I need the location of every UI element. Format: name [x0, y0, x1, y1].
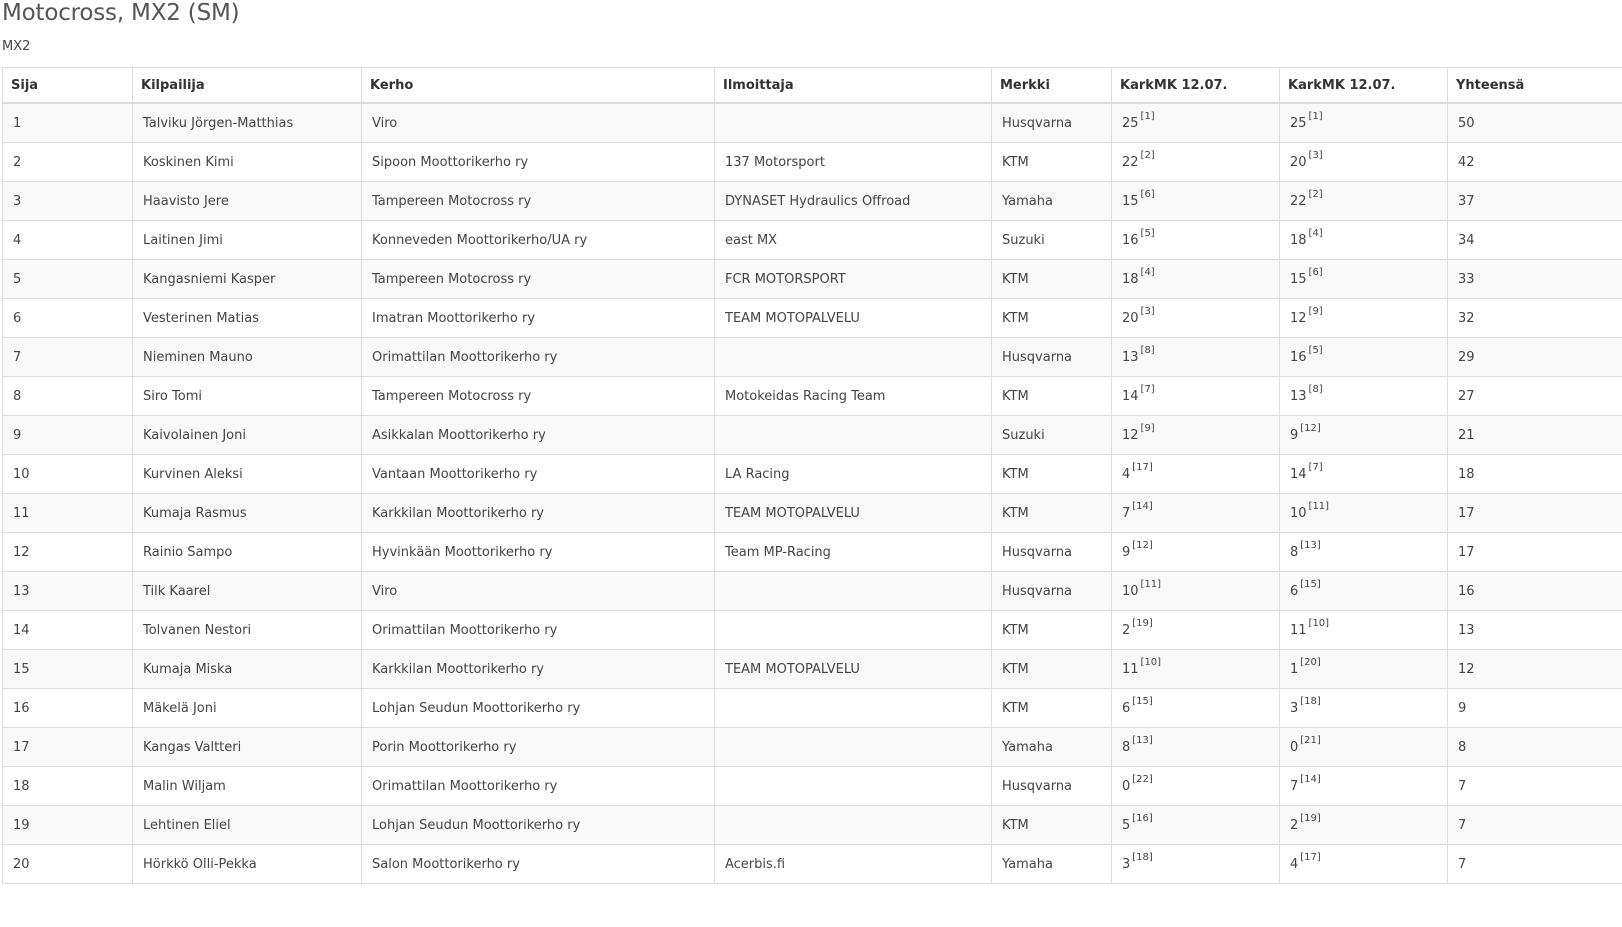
entrant-cell: [715, 611, 992, 650]
total-points-cell: 13: [1448, 611, 1622, 650]
race-1-points-cell: [1112, 103, 1280, 143]
race-1-points: 16: [1122, 232, 1139, 248]
race-1-points: 15: [1122, 193, 1139, 209]
entrant-cell: 137 Motorsport: [715, 143, 992, 182]
race-2-points: 16: [1290, 349, 1307, 365]
race-2-points: 18: [1290, 232, 1307, 248]
position-cell: 6: [3, 299, 133, 338]
brand-cell: KTM: [992, 377, 1112, 416]
race-1-placement: [3]: [1140, 306, 1155, 318]
race-2-points: 14: [1290, 466, 1307, 482]
race-1-points: 0: [1122, 778, 1131, 794]
rider-name-cell: Lehtinen Eliel: [133, 806, 362, 845]
total-points-cell: 17: [1448, 533, 1622, 572]
rider-name-cell: Koskinen Kimi: [133, 143, 362, 182]
total-points-cell: 16: [1448, 572, 1622, 611]
race-2-placement: [9]: [1308, 306, 1323, 318]
race-2-placement: [10]: [1308, 618, 1330, 630]
position-cell: 19: [3, 806, 133, 845]
race-1-placement: [9]: [1140, 423, 1155, 435]
race-2-placement: [20]: [1300, 657, 1321, 669]
race-1-points-cell: [1112, 455, 1280, 494]
rider-name-cell: Vesterinen Matias: [133, 299, 362, 338]
brand-cell: Husqvarna: [992, 338, 1112, 377]
total-points-cell: 32: [1448, 299, 1622, 338]
results-table: [2, 67, 1622, 884]
race-2-placement: [6]: [1308, 267, 1323, 279]
club-cell: Lohjan Seudun Moottorikerho ry: [362, 806, 715, 845]
rider-name-cell: Tilk Kaarel: [133, 572, 362, 611]
position-cell: 14: [3, 611, 133, 650]
race-1-points: 25: [1122, 115, 1139, 131]
club-cell: Hyvinkään Moottorikerho ry: [362, 533, 715, 572]
entrant-cell: [715, 338, 992, 377]
race-2-placement: [14]: [1300, 774, 1321, 786]
rider-name-cell: Kumaja Miska: [133, 650, 362, 689]
table-row: [3, 689, 1622, 728]
rider-name-cell: Malin Wiljam: [133, 767, 362, 806]
total-points-cell: 18: [1448, 455, 1622, 494]
entrant-cell: TEAM MOTOPALVELU: [715, 494, 992, 533]
club-cell: Orimattilan Moottorikerho ry: [362, 767, 715, 806]
rider-name-cell: Siro Tomi: [133, 377, 362, 416]
table-row: [3, 767, 1622, 806]
total-points-cell: 27: [1448, 377, 1622, 416]
race-1-points: 11: [1122, 661, 1139, 677]
column-header-entrant[interactable]: Ilmoittaja: [715, 68, 992, 104]
race-1-points-cell: [1112, 182, 1280, 221]
race-1-points: 14: [1122, 388, 1139, 404]
race-2-points-cell: [1280, 533, 1448, 572]
brand-cell: KTM: [992, 455, 1112, 494]
race-1-placement: [8]: [1140, 345, 1155, 357]
position-cell: 4: [3, 221, 133, 260]
race-1-points-cell: [1112, 416, 1280, 455]
race-2-placement: [2]: [1308, 189, 1323, 201]
table-row: [3, 221, 1622, 260]
entrant-cell: TEAM MOTOPALVELU: [715, 299, 992, 338]
race-2-points: 9: [1290, 427, 1299, 443]
race-2-points-cell: [1280, 143, 1448, 182]
club-cell: Orimattilan Moottorikerho ry: [362, 611, 715, 650]
total-points-cell: 8: [1448, 728, 1622, 767]
race-2-points-cell: [1280, 299, 1448, 338]
brand-cell: Suzuki: [992, 221, 1112, 260]
race-2-points: 12: [1290, 310, 1307, 326]
race-2-placement: [7]: [1308, 462, 1323, 474]
race-2-placement: [12]: [1300, 423, 1321, 435]
race-1-points-cell: [1112, 689, 1280, 728]
race-2-points: 1: [1290, 661, 1299, 677]
race-1-placement: [19]: [1132, 618, 1153, 630]
race-2-points-cell: [1280, 806, 1448, 845]
column-header-race-1[interactable]: KarkMK 12.07.: [1112, 68, 1280, 104]
total-points-cell: 21: [1448, 416, 1622, 455]
total-points-cell: 42: [1448, 143, 1622, 182]
race-1-placement: [6]: [1140, 189, 1155, 201]
brand-cell: Husqvarna: [992, 103, 1112, 143]
race-1-points-cell: [1112, 533, 1280, 572]
position-cell: 11: [3, 494, 133, 533]
race-1-placement: [5]: [1140, 228, 1155, 240]
club-cell: Vantaan Moottorikerho ry: [362, 455, 715, 494]
race-1-points-cell: [1112, 377, 1280, 416]
club-cell: Viro: [362, 572, 715, 611]
race-2-points-cell: [1280, 611, 1448, 650]
table-row: [3, 728, 1622, 767]
club-cell: Viro: [362, 103, 715, 143]
position-cell: 2: [3, 143, 133, 182]
race-1-points: 2: [1122, 622, 1131, 638]
results-body: [3, 103, 1622, 884]
position-cell: 16: [3, 689, 133, 728]
race-1-placement: [16]: [1132, 813, 1153, 825]
race-1-points: 18: [1122, 271, 1139, 287]
race-2-points-cell: [1280, 728, 1448, 767]
column-header-brand[interactable]: Merkki: [992, 68, 1112, 104]
race-2-placement: [5]: [1308, 345, 1323, 357]
brand-cell: Suzuki: [992, 416, 1112, 455]
race-1-points-cell: [1112, 494, 1280, 533]
race-2-placement: [13]: [1300, 540, 1321, 552]
page-title: Motocross, MX2 (SM): [2, 0, 240, 26]
brand-cell: KTM: [992, 494, 1112, 533]
brand-cell: Yamaha: [992, 728, 1112, 767]
rider-name-cell: Mäkelä Joni: [133, 689, 362, 728]
rider-name-cell: Kangas Valtteri: [133, 728, 362, 767]
column-header-position[interactable]: Sija: [3, 68, 133, 104]
race-2-points-cell: [1280, 572, 1448, 611]
table-row: [3, 299, 1622, 338]
race-1-placement: [11]: [1140, 579, 1162, 591]
total-points-cell: 9: [1448, 689, 1622, 728]
race-1-points: 9: [1122, 544, 1131, 560]
race-2-points: 15: [1290, 271, 1307, 287]
entrant-cell: Acerbis.fi: [715, 845, 992, 884]
total-points-cell: 7: [1448, 806, 1622, 845]
race-2-points-cell: [1280, 494, 1448, 533]
race-2-points-cell: [1280, 377, 1448, 416]
race-2-placement: [4]: [1308, 228, 1323, 240]
race-1-points-cell: [1112, 572, 1280, 611]
club-cell: Karkkilan Moottorikerho ry: [362, 494, 715, 533]
table-row: [3, 494, 1622, 533]
race-2-placement: [18]: [1300, 696, 1321, 708]
table-row: [3, 260, 1622, 299]
brand-cell: KTM: [992, 299, 1112, 338]
race-2-points: 6: [1290, 583, 1299, 599]
total-points-cell: 12: [1448, 650, 1622, 689]
position-cell: 9: [3, 416, 133, 455]
race-2-points-cell: [1280, 221, 1448, 260]
race-2-placement: [8]: [1308, 384, 1323, 396]
club-cell: Konneveden Moottorikerho/UA ry: [362, 221, 715, 260]
race-1-placement: [22]: [1132, 774, 1153, 786]
entrant-cell: DYNASET Hydraulics Offroad: [715, 182, 992, 221]
entrant-cell: [715, 728, 992, 767]
table-row: [3, 650, 1622, 689]
race-1-points-cell: [1112, 845, 1280, 884]
column-header-club[interactable]: Kerho: [362, 68, 715, 104]
brand-cell: KTM: [992, 611, 1112, 650]
total-points-cell: 37: [1448, 182, 1622, 221]
total-points-cell: 50: [1448, 103, 1622, 143]
race-2-points: 13: [1290, 388, 1307, 404]
total-points-cell: 17: [1448, 494, 1622, 533]
rider-name-cell: Kumaja Rasmus: [133, 494, 362, 533]
race-1-placement: [17]: [1132, 462, 1153, 474]
race-2-placement: [21]: [1300, 735, 1321, 747]
table-row: [3, 338, 1622, 377]
rider-name-cell: Tolvanen Nestori: [133, 611, 362, 650]
brand-cell: KTM: [992, 143, 1112, 182]
total-points-cell: 34: [1448, 221, 1622, 260]
entrant-cell: [715, 767, 992, 806]
race-2-points-cell: [1280, 845, 1448, 884]
race-1-points: 5: [1122, 817, 1131, 833]
race-1-points-cell: [1112, 338, 1280, 377]
race-1-placement: [4]: [1140, 267, 1155, 279]
table-row: [3, 182, 1622, 221]
position-cell: 18: [3, 767, 133, 806]
brand-cell: KTM: [992, 689, 1112, 728]
race-2-points: 4: [1290, 856, 1299, 872]
position-cell: 7: [3, 338, 133, 377]
brand-cell: Husqvarna: [992, 533, 1112, 572]
rider-name-cell: Kaivolainen Joni: [133, 416, 362, 455]
club-cell: Tampereen Motocross ry: [362, 182, 715, 221]
race-1-points-cell: [1112, 767, 1280, 806]
rider-name-cell: Kurvinen Aleksi: [133, 455, 362, 494]
race-2-points-cell: [1280, 689, 1448, 728]
race-2-points: 10: [1290, 505, 1307, 521]
race-1-points: 10: [1122, 583, 1139, 599]
race-2-points: 8: [1290, 544, 1299, 560]
club-cell: Lohjan Seudun Moottorikerho ry: [362, 689, 715, 728]
rider-name-cell: Rainio Sampo: [133, 533, 362, 572]
rider-name-cell: Laitinen Jimi: [133, 221, 362, 260]
total-points-cell: 7: [1448, 845, 1622, 884]
race-2-points-cell: [1280, 260, 1448, 299]
page-subtitle: MX2: [2, 39, 31, 54]
race-1-placement: [18]: [1132, 852, 1153, 864]
race-2-placement: [17]: [1300, 852, 1321, 864]
race-2-points: 3: [1290, 700, 1299, 716]
race-1-points: 7: [1122, 505, 1131, 521]
table-row: [3, 572, 1622, 611]
race-2-points-cell: [1280, 182, 1448, 221]
position-cell: 5: [3, 260, 133, 299]
position-cell: 3: [3, 182, 133, 221]
club-cell: Karkkilan Moottorikerho ry: [362, 650, 715, 689]
club-cell: Salon Moottorikerho ry: [362, 845, 715, 884]
rider-name-cell: Hörkkö Olli-Pekka: [133, 845, 362, 884]
table-row: [3, 806, 1622, 845]
race-2-points-cell: [1280, 650, 1448, 689]
table-row: [3, 377, 1622, 416]
race-2-placement: [11]: [1308, 501, 1330, 513]
race-1-points-cell: [1112, 221, 1280, 260]
race-1-placement: [12]: [1132, 540, 1153, 552]
table-row: [3, 611, 1622, 650]
entrant-cell: FCR MOTORSPORT: [715, 260, 992, 299]
brand-cell: Husqvarna: [992, 572, 1112, 611]
position-cell: 8: [3, 377, 133, 416]
table-row: [3, 533, 1622, 572]
table-header-row: [3, 68, 1622, 104]
table-row: [3, 845, 1622, 884]
position-cell: 15: [3, 650, 133, 689]
race-2-points: 0: [1290, 739, 1299, 755]
position-cell: 20: [3, 845, 133, 884]
race-1-points-cell: [1112, 728, 1280, 767]
race-2-points-cell: [1280, 455, 1448, 494]
total-points-cell: 29: [1448, 338, 1622, 377]
race-2-points: 22: [1290, 193, 1307, 209]
entrant-cell: [715, 103, 992, 143]
race-1-placement: [13]: [1132, 735, 1153, 747]
race-2-points: 7: [1290, 778, 1299, 794]
race-1-points-cell: [1112, 143, 1280, 182]
race-1-points-cell: [1112, 806, 1280, 845]
entrant-cell: east MX: [715, 221, 992, 260]
position-cell: 1: [3, 103, 133, 143]
race-1-points: 6: [1122, 700, 1131, 716]
race-1-points: 13: [1122, 349, 1139, 365]
race-1-placement: [15]: [1132, 696, 1153, 708]
rider-name-cell: Talviku Jörgen-Matthias: [133, 103, 362, 143]
race-2-points-cell: [1280, 338, 1448, 377]
race-2-placement: [19]: [1300, 813, 1321, 825]
club-cell: Orimattilan Moottorikerho ry: [362, 338, 715, 377]
entrant-cell: [715, 689, 992, 728]
brand-cell: KTM: [992, 650, 1112, 689]
race-2-points: 2: [1290, 817, 1299, 833]
club-cell: Asikkalan Moottorikerho ry: [362, 416, 715, 455]
table-row: [3, 416, 1622, 455]
race-1-points: 22: [1122, 154, 1139, 170]
race-1-placement: [2]: [1140, 150, 1155, 162]
race-1-points-cell: [1112, 650, 1280, 689]
race-1-placement: [7]: [1140, 384, 1155, 396]
position-cell: 17: [3, 728, 133, 767]
club-cell: Tampereen Motocross ry: [362, 260, 715, 299]
race-2-points: 20: [1290, 154, 1307, 170]
brand-cell: Yamaha: [992, 845, 1112, 884]
position-cell: 13: [3, 572, 133, 611]
table-row: [3, 143, 1622, 182]
race-1-points: 12: [1122, 427, 1139, 443]
race-2-points-cell: [1280, 416, 1448, 455]
club-cell: Porin Moottorikerho ry: [362, 728, 715, 767]
rider-name-cell: Kangasniemi Kasper: [133, 260, 362, 299]
position-cell: 10: [3, 455, 133, 494]
total-points-cell: 33: [1448, 260, 1622, 299]
rider-name-cell: Nieminen Mauno: [133, 338, 362, 377]
entrant-cell: [715, 572, 992, 611]
entrant-cell: Motokeidas Racing Team: [715, 377, 992, 416]
column-header-race-2[interactable]: KarkMK 12.07.: [1280, 68, 1448, 104]
race-2-placement: [3]: [1308, 150, 1323, 162]
entrant-cell: LA Racing: [715, 455, 992, 494]
race-1-points: 4: [1122, 466, 1131, 482]
rider-name-cell: Haavisto Jere: [133, 182, 362, 221]
race-1-points-cell: [1112, 611, 1280, 650]
race-2-placement: [15]: [1300, 579, 1321, 591]
table-row: [3, 103, 1622, 143]
entrant-cell: [715, 806, 992, 845]
entrant-cell: TEAM MOTOPALVELU: [715, 650, 992, 689]
race-2-points: 11: [1290, 622, 1307, 638]
entrant-cell: Team MP-Racing: [715, 533, 992, 572]
race-2-points-cell: [1280, 767, 1448, 806]
race-1-points-cell: [1112, 299, 1280, 338]
club-cell: Sipoon Moottorikerho ry: [362, 143, 715, 182]
position-cell: 12: [3, 533, 133, 572]
entrant-cell: [715, 416, 992, 455]
column-header-rider[interactable]: Kilpailija: [133, 68, 362, 104]
race-1-placement: [10]: [1140, 657, 1162, 669]
club-cell: Tampereen Motocross ry: [362, 377, 715, 416]
race-2-points-cell: [1280, 103, 1448, 143]
table-row: [3, 455, 1622, 494]
brand-cell: KTM: [992, 806, 1112, 845]
brand-cell: Husqvarna: [992, 767, 1112, 806]
column-header-total[interactable]: Yhteensä: [1448, 68, 1622, 104]
total-points-cell: 7: [1448, 767, 1622, 806]
race-1-points: 3: [1122, 856, 1131, 872]
race-1-points: 8: [1122, 739, 1131, 755]
race-1-placement: [1]: [1140, 111, 1155, 123]
race-1-placement: [14]: [1132, 501, 1153, 513]
race-2-points: 25: [1290, 115, 1307, 131]
race-1-points-cell: [1112, 260, 1280, 299]
race-2-placement: [1]: [1308, 111, 1323, 123]
club-cell: Imatran Moottorikerho ry: [362, 299, 715, 338]
race-1-points: 20: [1122, 310, 1139, 326]
brand-cell: Yamaha: [992, 182, 1112, 221]
brand-cell: KTM: [992, 260, 1112, 299]
